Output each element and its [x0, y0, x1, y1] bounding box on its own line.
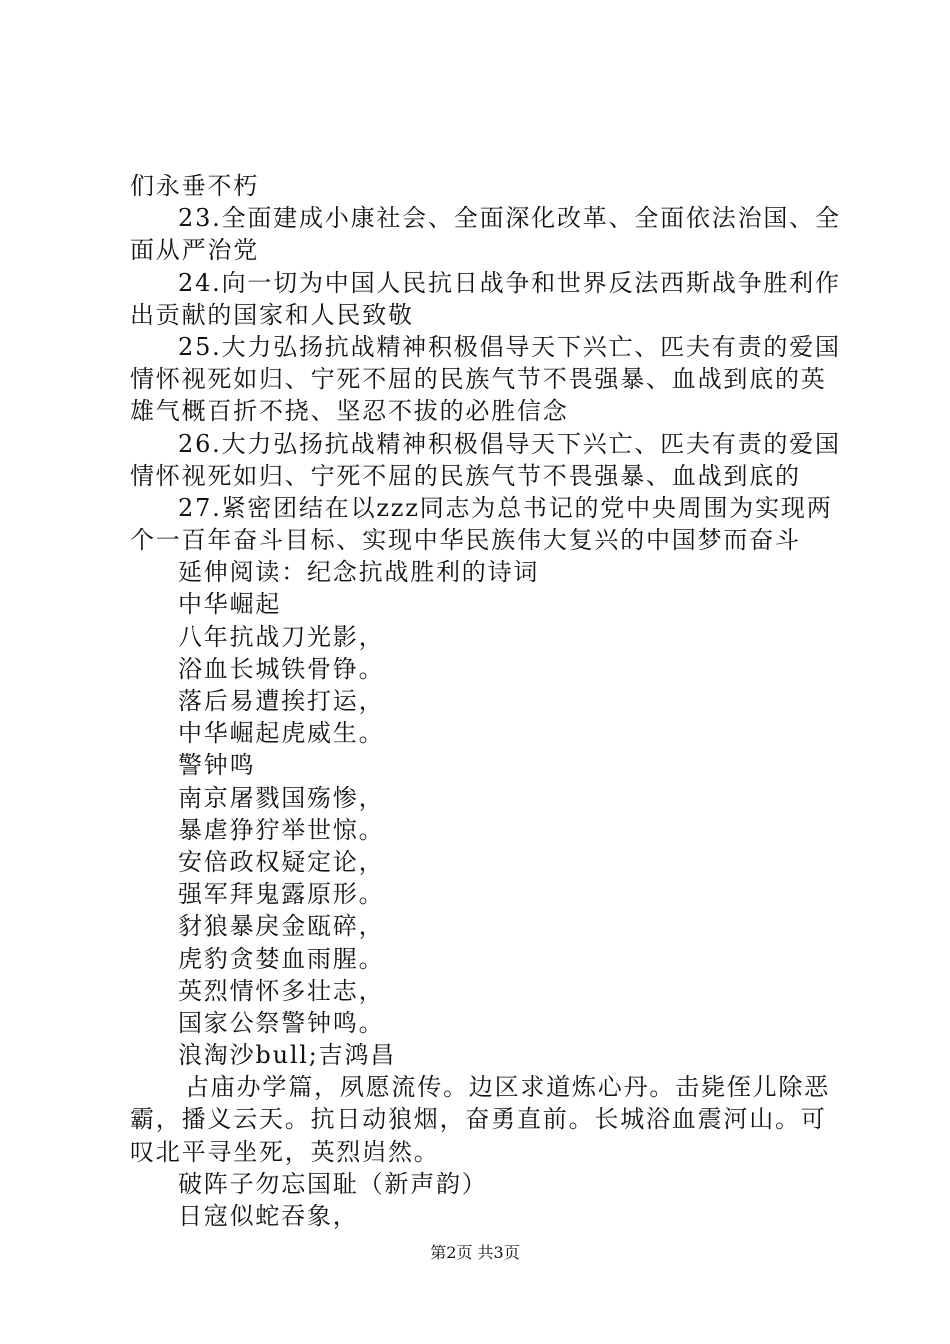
text-line: 日寇似蛇吞象，: [178, 1202, 359, 1230]
text-line: 延伸阅读：纪念抗战胜利的诗词: [178, 558, 540, 587]
text-line: 南京屠戮国殇惨，: [178, 783, 385, 812]
text-line: 占庙办学篇，夙愿流传。边区求道炼心丹。击毙侄儿除恶: [185, 1073, 830, 1102]
document-body: [130, 170, 841, 1232]
text-line: 26.大力弘扬抗战精神积极倡导天下兴亡、匹夫有责的爱国: [178, 429, 841, 458]
text-line: 25.大力弘扬抗战精神积极倡导天下兴亡、匹夫有责的爱国: [178, 332, 841, 361]
text-line: 面从严治党: [130, 236, 259, 265]
text-line: 霸，播义云天。抗日动狼烟，奋勇直前。长城浴血震河山。可: [130, 1105, 827, 1134]
text-line: 中华崛起虎威生。: [178, 719, 385, 748]
text-line: 中华崛起: [178, 590, 282, 619]
text-line: 破阵子勿忘国耻（新声韵）: [178, 1169, 488, 1198]
text-line: 叹北平寻坐死，英烈岿然。: [130, 1137, 440, 1166]
text-line: 雄气概百折不挠、坚忍不拔的必胜信念: [130, 397, 569, 426]
text-line: 27.紧密团结在以zzz同志为总书记的党中央周围为实现两: [178, 493, 833, 522]
text-line: 安倍政权疑定论，: [178, 847, 385, 876]
text-line: 警钟鸣: [178, 751, 256, 780]
text-line: 国家公祭警钟鸣。: [178, 1008, 385, 1037]
text-line: 英烈情怀多壮志，: [178, 976, 385, 1005]
text-line: 24.向一切为中国人民抗日战争和世界反法西斯战争胜利作: [178, 268, 841, 297]
text-line: 强军拜鬼露原形。: [178, 880, 385, 909]
text-line: 暴虐狰狞举世惊。: [178, 815, 385, 844]
text-line: 落后易遭挨打运，: [178, 687, 385, 715]
text-line: 豺狼暴戾金瓯碎，: [178, 912, 385, 941]
text-line: 八年抗战刀光影，: [178, 622, 385, 651]
text-line: 浴血长城铁骨铮。: [178, 654, 385, 683]
text-line: 们永垂不朽: [130, 172, 259, 200]
text-line: 出贡献的国家和人民致敬: [130, 300, 414, 329]
text-line: 个一百年奋斗目标、实现中华民族伟大复兴的中国梦而奋斗: [130, 526, 801, 555]
text-line: 23.全面建成小康社会、全面深化改革、全面依法治国、全: [178, 204, 841, 233]
page-footer: 第2页 共3页: [430, 1243, 520, 1262]
text-line: 情怀视死如归、宁死不屈的民族气节不畏强暴、血战到底的英: [130, 365, 827, 394]
text-line: 情怀视死如归、宁死不屈的民族气节不畏强暴、血战到底的: [130, 461, 801, 490]
text-line: 浪淘沙bull;吉鸿昌: [178, 1041, 397, 1070]
text-line: 虎豹贪婪血雨腥。: [178, 944, 385, 973]
